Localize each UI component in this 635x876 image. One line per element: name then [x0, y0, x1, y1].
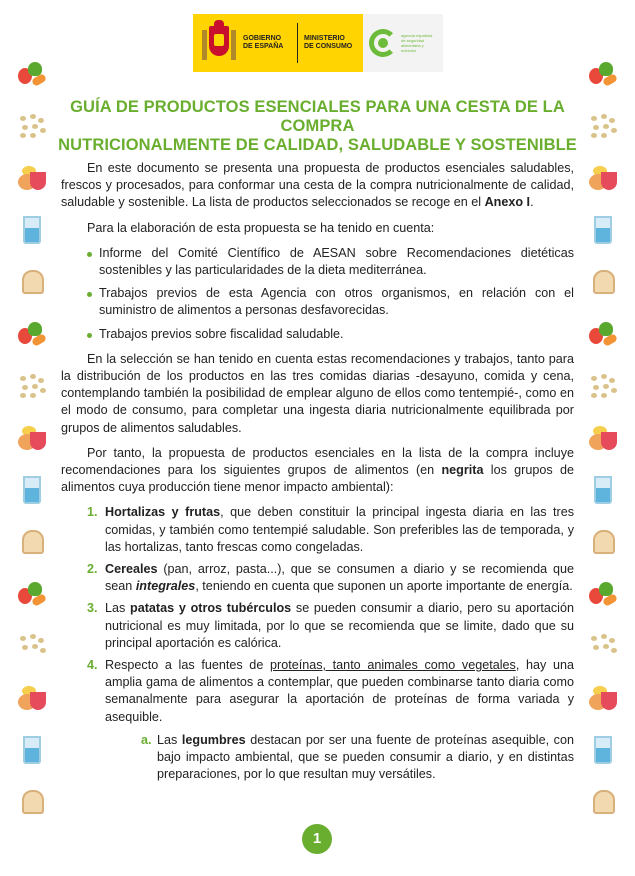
title-line-1: GUÍA DE PRODUCTOS ESENCIALES PARA UNA CESTA DE LA COMPRA	[70, 98, 565, 135]
fruit-icon	[587, 424, 619, 452]
bread-icon	[587, 528, 619, 556]
nuts-icon	[16, 112, 48, 140]
aesan-icon	[369, 29, 397, 57]
bullet-icon	[87, 333, 92, 338]
vegetables-icon	[16, 60, 48, 88]
vegetables-icon	[587, 580, 619, 608]
bread-icon	[587, 268, 619, 296]
agency-logo	[363, 14, 443, 72]
list-item: 3. Las patatas y otros tubérculos se pueden consumir a diario, pero su aportación nutricional es muy limitada, por lo que se recomienda que se limite, dado que su principal aportación es calórica.	[87, 601, 574, 650]
water-glass-icon	[587, 216, 619, 244]
annex-reference: Anexo I	[484, 195, 531, 210]
considerations-list	[87, 245, 574, 343]
vegetables-icon	[587, 60, 619, 88]
list-item: Informe del Comité Científico de AESAN sobre Recomendaciones dietéticas sostenibles y las particularidades de la dieta mediterránea.	[87, 245, 574, 279]
water-glass-icon	[16, 216, 48, 244]
selection-paragraph: En la selección se han tenido en cuenta estas recomendaciones y trabajos, tanto para la distribución de los productos en las tres comidas diarias -desayuno, comida y cena, contemplando también la posibilidad de emplear alguno de ellos como tentempié-, como en el modo de consumo, para completar una ingesta diaria nutricionalmente equilibrada por grupos de alimentos saludables.	[61, 351, 574, 435]
nuts-icon	[16, 372, 48, 400]
food-groups-list	[87, 504, 574, 783]
water-glass-icon	[587, 476, 619, 504]
left-decoration-column	[16, 60, 48, 840]
fruit-icon	[16, 424, 48, 452]
bread-icon	[587, 788, 619, 816]
sub-list-item: a. Las legumbres destacan por ser una fuente de proteínas asequible, con bajo impacto ambiental, que se pueden consumir a diario, y en distintas preparaciones, por lo que resultan muy versátiles.	[141, 732, 574, 782]
ministry-name: MINISTERIO DE CONSUMO	[304, 35, 353, 50]
document-body	[61, 160, 574, 789]
water-glass-icon	[16, 476, 48, 504]
vegetables-icon	[16, 320, 48, 348]
government-logo	[193, 14, 363, 72]
list-item: 4. Respecto a las fuentes de proteínas, tanto animales como vegetales, hay una amplia gama de alimentos a contemplar, que pueden combinarse tanto diaria como semanalmente para asegurar la aportación de proteínas de forma variada y asequible. a. Las legumbres destacan por ser una fuente de proteínas asequible, con bajo impacto ambiental, que se pueden consumir a diario, y en distintas preparaciones, por lo que resultan muy versátiles.	[87, 657, 574, 783]
list-item: Trabajos previos sobre fiscalidad saludable.	[87, 326, 574, 343]
right-decoration-column	[587, 60, 619, 840]
bread-icon	[16, 788, 48, 816]
list-item: 1. Hortalizas y frutas, que deben constituir la principal ingesta diaria en las tres comidas, y también como tentempié saludable. Son preferibles las de temporada, y las hortalizas, tanto frescas como congeladas.	[87, 505, 574, 554]
fruit-icon	[587, 684, 619, 712]
fruit-icon	[587, 164, 619, 192]
header-logos	[193, 14, 443, 72]
bullet-icon	[87, 252, 92, 257]
nuts-icon	[16, 632, 48, 660]
water-glass-icon	[16, 736, 48, 764]
considerations-paragraph: Para la elaboración de esta propuesta se ha tenido en cuenta:	[87, 220, 435, 235]
logo-divider	[297, 23, 298, 63]
list-item: 2. Cereales (pan, arroz, pasta...), que se consumen a diario y se recomienda que sean integrales, teniendo en cuenta que suponen un aporte importante de energía.	[87, 562, 574, 594]
vegetables-icon	[587, 320, 619, 348]
water-glass-icon	[587, 736, 619, 764]
bullet-icon	[87, 292, 92, 297]
nuts-icon	[587, 372, 619, 400]
government-name: GOBIERNO DE ESPAÑA	[243, 35, 284, 50]
intro-paragraph: En este documento se presenta una propuesta de productos esenciales saludables, frescos y procesados, para conformar una cesta de la compra nutricionalmente de calidad, saludable y sostenible. La lista de productos seleccionados se recoge en el Anexo I.	[61, 161, 574, 210]
vegetables-icon	[16, 580, 48, 608]
page-number: 1	[302, 824, 332, 854]
agency-name: agencia española de seguridad alimentaria y nutrición	[401, 33, 433, 53]
nuts-icon	[587, 632, 619, 660]
nuts-icon	[587, 112, 619, 140]
fruit-icon	[16, 684, 48, 712]
fruit-icon	[16, 164, 48, 192]
bread-icon	[16, 528, 48, 556]
groups-paragraph: Por tanto, la propuesta de productos esenciales en la lista de la compra incluye recomendaciones para los siguientes grupos de alimentos (en negrita los grupos de alimentos cuya producción tiene menor impacto ambiental):	[61, 445, 574, 495]
list-item: Trabajos previos de esta Agencia con otros organismos, en relación con el suministro de alimentos a personas desfavorecidas.	[87, 285, 574, 319]
title-line-2: NUTRICIONALMENTE DE CALIDAD, SALUDABLE Y SOSTENIBLE	[58, 136, 577, 154]
coat-of-arms-icon	[201, 20, 237, 66]
bread-icon	[16, 268, 48, 296]
document-title	[55, 98, 580, 155]
